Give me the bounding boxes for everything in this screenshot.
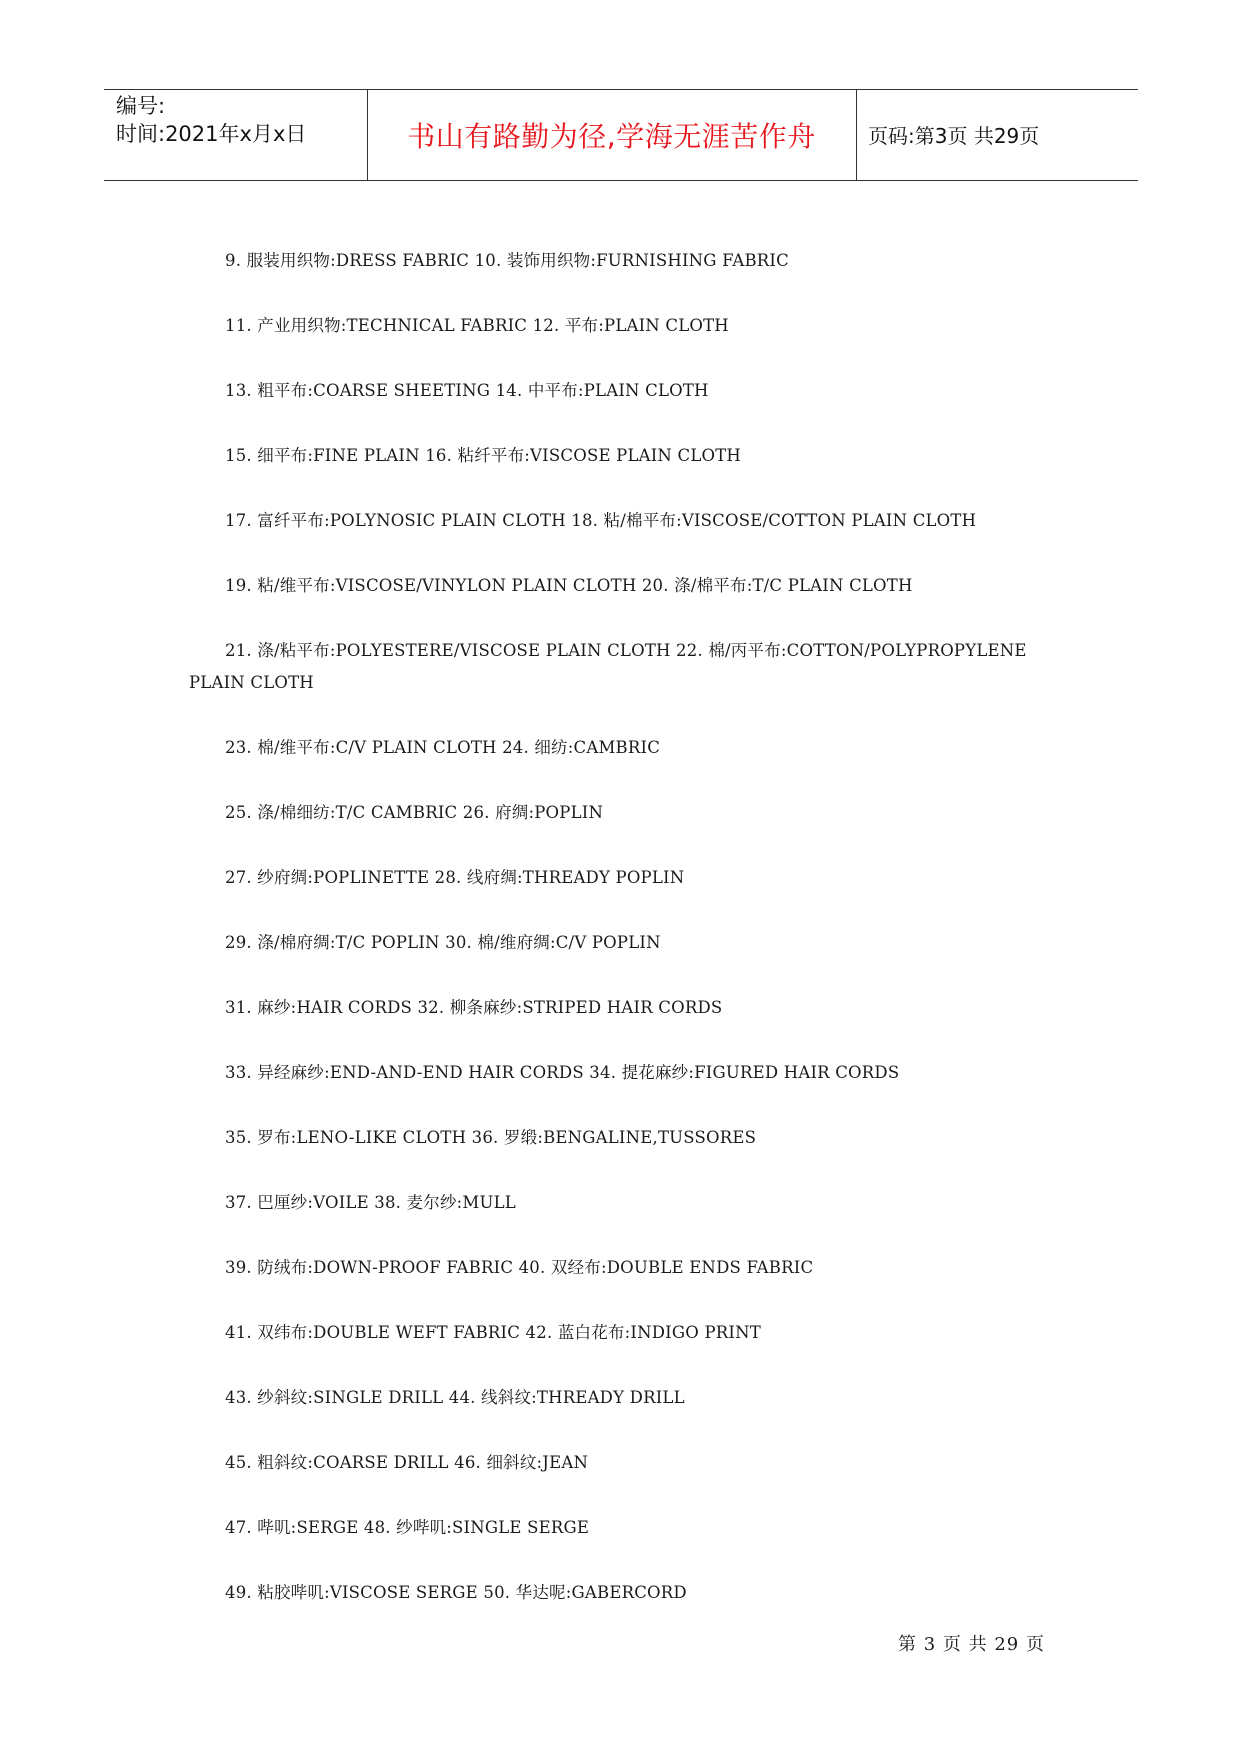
document-date: 时间:2021年x月x日 bbox=[116, 122, 307, 146]
glossary-line: 37. 巴厘纱:VOILE 38. 麦尔纱:MULL bbox=[225, 1193, 516, 1212]
glossary-line: 47. 哔叽:SERGE 48. 纱哔叽:SINGLE SERGE bbox=[225, 1518, 590, 1537]
glossary-line: 13. 粗平布:COARSE SHEETING 14. 中平布:PLAIN CLOTH bbox=[225, 381, 709, 400]
header-page-code: 页码:第3页 共29页 bbox=[868, 124, 1040, 148]
glossary-line: 45. 粗斜纹:COARSE DRILL 46. 细斜纹:JEAN bbox=[225, 1453, 589, 1472]
glossary-content bbox=[189, 245, 1039, 1642]
document-number-label: 编号: bbox=[116, 94, 166, 118]
glossary-line: 43. 纱斜纹:SINGLE DRILL 44. 线斜纹:THREADY DRILL bbox=[225, 1388, 685, 1407]
glossary-line: 27. 纱府绸:POPLINETTE 28. 线府绸:THREADY POPLIN bbox=[225, 868, 685, 887]
glossary-line: 41. 双纬布:DOUBLE WEFT FABRIC 42. 蓝白花布:INDIGO PRINT bbox=[225, 1323, 761, 1342]
page-footer: 第 3 页 共 29 页 bbox=[898, 1634, 1045, 1655]
glossary-line: 11. 产业用织物:TECHNICAL FABRIC 12. 平布:PLAIN CLOTH bbox=[225, 316, 729, 335]
glossary-line: 23. 棉/维平布:C/V PLAIN CLOTH 24. 细纺:CAMBRIC bbox=[225, 738, 661, 757]
glossary-line: 39. 防绒布:DOWN-PROOF FABRIC 40. 双经布:DOUBLE ENDS FABRIC bbox=[225, 1258, 814, 1277]
glossary-line: 9. 服装用织物:DRESS FABRIC 10. 装饰用织物:FURNISHING FABRIC bbox=[225, 251, 789, 270]
glossary-line: 29. 涤/棉府绸:T/C POPLIN 30. 棉/维府绸:C/V POPLIN bbox=[225, 933, 661, 952]
glossary-line: 19. 粘/维平布:VISCOSE/VINYLON PLAIN CLOTH 20. 涤/棉平布:T/C PLAIN CLOTH bbox=[225, 576, 913, 595]
glossary-line: 25. 涤/棉细纺:T/C CAMBRIC 26. 府绸:POPLIN bbox=[225, 803, 604, 822]
glossary-line: 15. 细平布:FINE PLAIN 16. 粘纤平布:VISCOSE PLAIN CLOTH bbox=[225, 446, 742, 465]
header-motto: 书山有路勤为径,学海无涯苦作舟 bbox=[407, 119, 816, 153]
glossary-line: 17. 富纤平布:POLYNOSIC PLAIN CLOTH 18. 粘/棉平布:VISCOSE/COTTON PLAIN CLOTH bbox=[225, 511, 977, 530]
page-header bbox=[104, 89, 1138, 181]
glossary-line: 31. 麻纱:HAIR CORDS 32. 柳条麻纱:STRIPED HAIR CORDS bbox=[225, 998, 723, 1017]
glossary-line: 33. 异经麻纱:END-AND-END HAIR CORDS 34. 提花麻纱:FIGURED HAIR CORDS bbox=[225, 1063, 900, 1082]
header-info bbox=[116, 92, 306, 148]
header-divider-right bbox=[856, 90, 857, 180]
glossary-line: 21. 涤/粘平布:POLYESTERE/VISCOSE PLAIN CLOTH 22. 棉/丙平布:COTTON/POLYPROPYLENE PLAIN CLOTH bbox=[189, 641, 1027, 692]
glossary-line: 35. 罗布:LENO-LIKE CLOTH 36. 罗缎:BENGALINE,TUSSORES bbox=[225, 1128, 757, 1147]
glossary-line: 49. 粘胶哔叽:VISCOSE SERGE 50. 华达呢:GABERCORD bbox=[225, 1583, 687, 1602]
